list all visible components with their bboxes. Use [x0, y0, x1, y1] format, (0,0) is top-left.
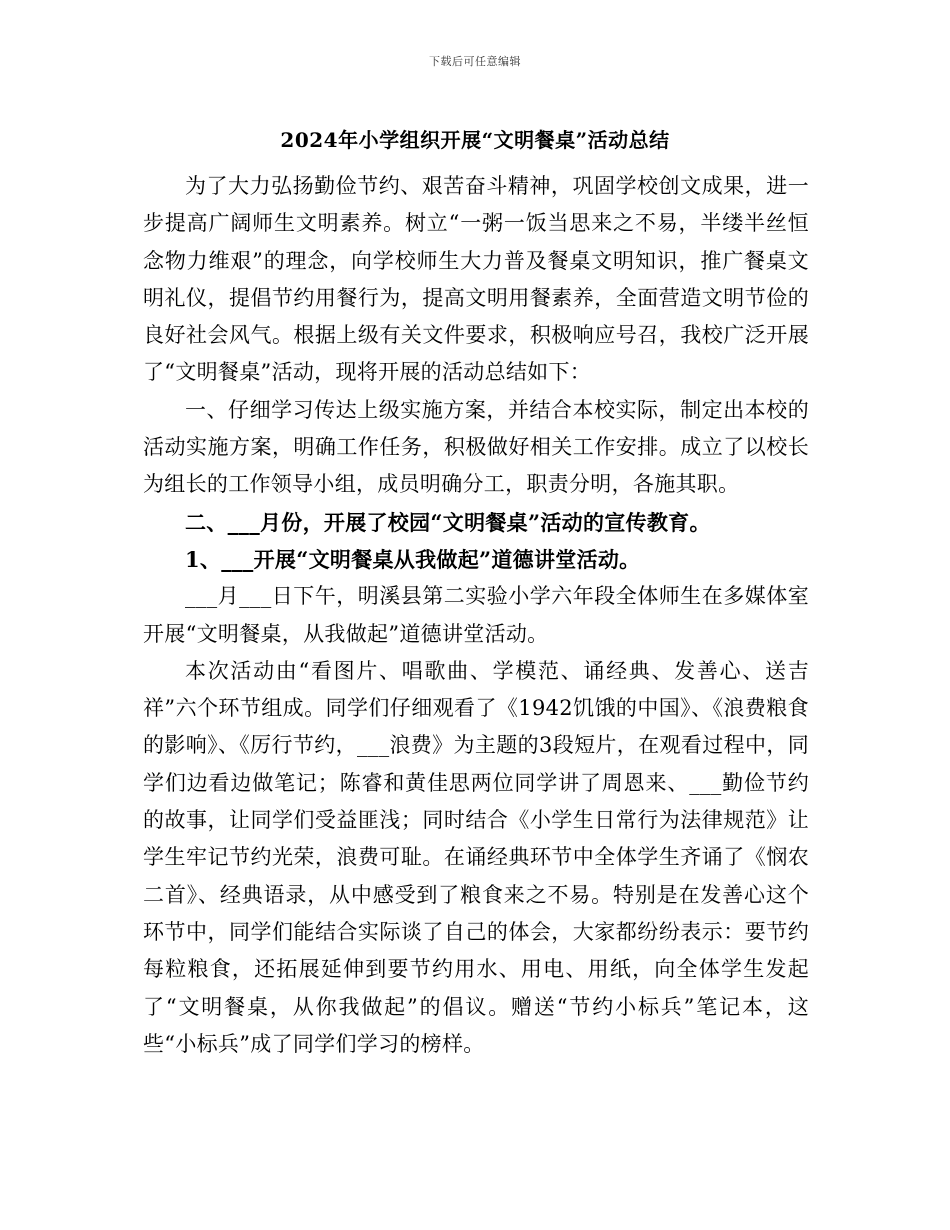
- heading-section-2: 二、___月份，开展了校园“文明餐桌”活动的宣传教育。: [185, 509, 711, 535]
- paragraph-event-time: ___月___日下午，明溪县第二实验小学六年段全体师生在多媒体室开展“文明餐桌，从我做起”道德讲堂活动。: [143, 584, 809, 646]
- document-body: [143, 168, 809, 1063]
- header-note: 下载后可任意编辑: [429, 55, 521, 68]
- document-title: 2024年小学组织开展“文明餐桌”活动总结: [280, 128, 670, 152]
- heading-subsection-1: 1、___开展“文明餐桌从我做起”道德讲堂活动。: [185, 546, 641, 572]
- paragraph-event-detail: 本次活动由“看图片、唱歌曲、学模范、诵经典、发善心、送吉祥”六个环节组成。同学们仔细观看了《1942饥饿的中国》、《浪费粮食的影响》、《厉行节约，___浪费》为主题的3段短片，在观看过程中，同学们边看边做笔记；陈睿和黄佳思两位同学讲了周恩来、___勤俭节约的故事，让同学们受益匪浅；同时结合《小学生日常行为法律规范》让学生牢记节约光荣，浪费可耻。在诵经典环节中全体学生齐诵了《悯农二首》、经典语录，从中感受到了粮食来之不易。特别是在发善心这个环节中，同学们能结合实际谈了自己的体会，大家都纷纷表示：要节约每粒粮食，还拓展延伸到要节约用水、用电、用纸，向全体学生发起了“文明餐桌，从你我做起”的倡议。赠送“节约小标兵”笔记本，这些“小标兵”成了同学们学习的榜样。: [143, 658, 809, 1056]
- paragraph-intro: 为了大力弘扬勤俭节约、艰苦奋斗精神，巩固学校创文成果，进一步提高广阔师生文明素养。树立“一粥一饭当思来之不易，半缕半丝恒念物力维艰”的理念，向学校师生大力普及餐桌文明知识，推广餐桌文明礼仪，提倡节约用餐行为，提高文明用餐素养，全面营造文明节俭的良好社会风气。根据上级有关文件要求，积极响应号召，我校广泛开展了“文明餐桌”活动，现将开展的活动总结如下：: [143, 174, 809, 385]
- paragraph-section-1: 一、仔细学习传达上级实施方案，并结合本校实际，制定出本校的活动实施方案，明确工作任务，积极做好相关工作安排。成立了以校长为组长的工作领导小组，成员明确分工，职责分明，各施其职。: [143, 397, 809, 497]
